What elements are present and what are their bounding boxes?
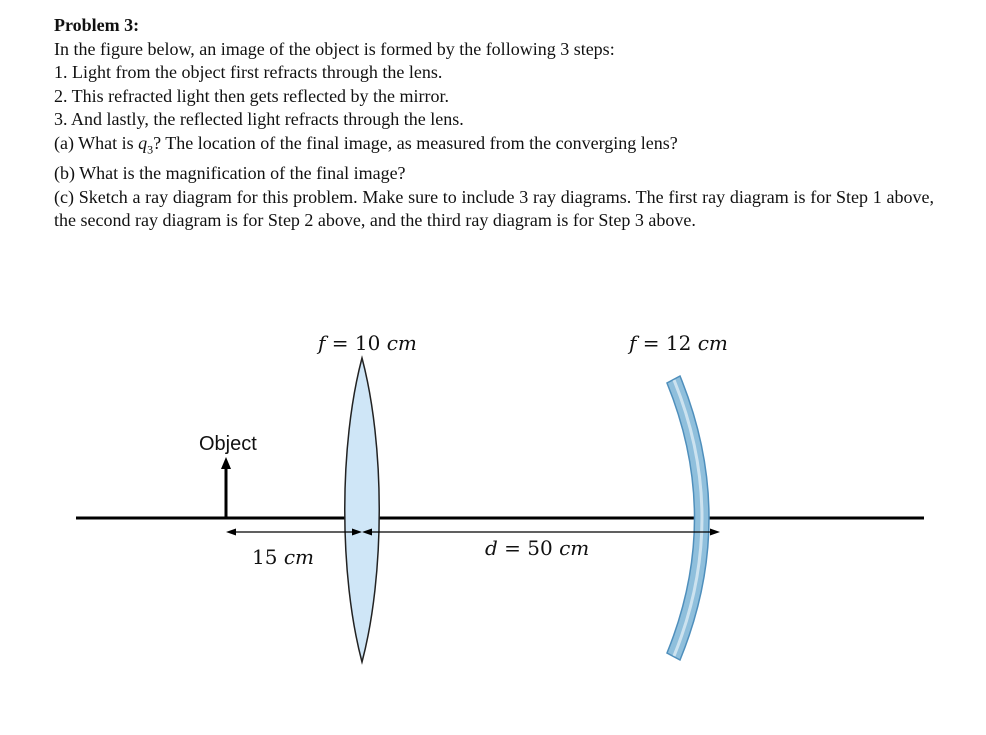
question-a-suffix: ? The location of the final image, as measured from the converging lens?: [153, 132, 678, 153]
object-arrowhead: [221, 457, 231, 469]
problem-title: Problem 3:: [54, 15, 140, 35]
step-1: 1. Light from the object first refracts through the lens.: [54, 62, 443, 83]
question-a-subscript: 3: [147, 142, 154, 157]
lens-focal-length-label: [316, 331, 417, 355]
object-distance-value: 15: [252, 545, 284, 569]
lens-focal-variable: f: [318, 331, 326, 355]
separation-unit: cm: [559, 536, 590, 560]
mirror-focal-unit: cm: [697, 331, 728, 355]
separation-value: = 50: [497, 536, 560, 560]
mirror-focal-value: = 12: [636, 331, 698, 355]
step-3: 3. And lastly, the reflected light refracts through the lens.: [54, 109, 464, 130]
separation-arrow-right: [710, 529, 720, 536]
mirror-focal-variable: f: [629, 331, 637, 355]
object-distance-arrow-left: [226, 529, 236, 536]
separation-label: [485, 536, 589, 560]
lens-focal-value: = 10: [325, 331, 387, 355]
object-label: Object: [199, 433, 257, 455]
question-b: (b) What is the magnification of the final image?: [54, 163, 406, 184]
lens-focal-unit: cm: [386, 331, 417, 355]
question-a-prefix: (a) What is: [54, 132, 139, 153]
object-distance-unit: cm: [283, 545, 314, 569]
step-2: 2. This refracted light then gets reflected by the mirror.: [54, 85, 450, 106]
problem-intro: In the figure below, an image of the object is formed by the following 3 steps:: [54, 38, 615, 59]
question-c: (c) Sketch a ray diagram for this problem. Make sure to include 3 ray diagrams. The first ray diagram is for Step 1 above, the second ray diagram is for Step 2 above, and the third ray diagram is for Step 3 above.: [54, 186, 934, 231]
separation-variable: d: [485, 536, 498, 560]
question-a-variable: q: [138, 132, 148, 153]
object-distance-label: [252, 545, 314, 569]
mirror-focal-length-label: [627, 331, 728, 355]
converging-lens: [345, 358, 380, 662]
